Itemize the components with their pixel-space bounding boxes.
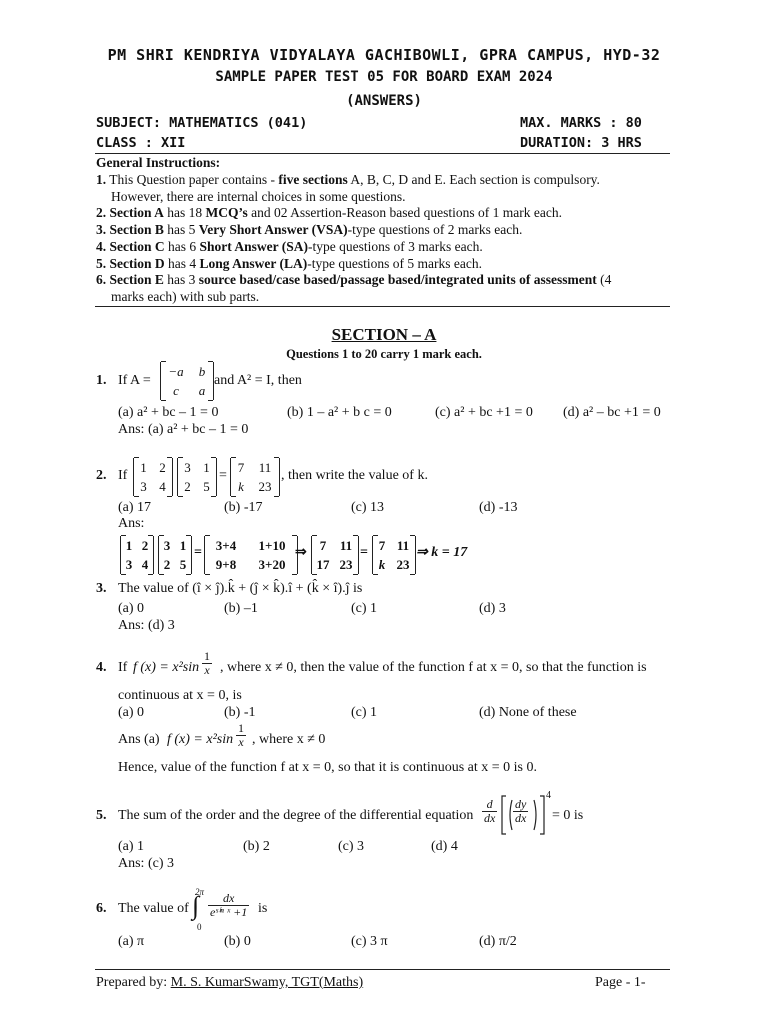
header-rule <box>95 153 670 154</box>
q5-option-c: (c) 3 <box>338 839 365 854</box>
q5-dx-inner: dx <box>515 811 527 825</box>
q1-option-d: (d) a² – bc +1 = 0 <box>563 405 661 420</box>
paper-title: SAMPLE PAPER TEST 05 FOR BOARD EXAM 2024 <box>215 69 553 85</box>
q2-option-d: (d) -13 <box>479 500 518 515</box>
q1-matrix-cell: b <box>198 364 206 379</box>
q4-fraction <box>202 650 212 677</box>
q1-matrix-cell: c <box>173 383 179 398</box>
q2-work-cell: 3+4 <box>215 538 237 553</box>
q3-question: The value of (î × ĵ).k̂ + (ĵ × k̂).î + (k̂ × î).ĵ is <box>118 581 363 596</box>
duration: DURATION: 3 HRS <box>520 135 642 151</box>
q2-work-matrix-3 <box>204 536 298 574</box>
q2-result: ⇒ k = 17 <box>416 545 468 560</box>
q2-matrix-3 <box>230 458 280 496</box>
q5-option-d: (d) 4 <box>431 839 458 854</box>
q2-matrix-cell: k <box>238 479 244 494</box>
q4-ans-frac-num: 1 <box>238 721 244 735</box>
q2-work-equals: = <box>194 545 202 560</box>
q2-number: 2. <box>96 468 107 483</box>
q1-answer: Ans: (a) a² + bc – 1 = 0 <box>118 422 249 437</box>
instruction-6: 6. Section E has 3 source based/case based/passage based/integrated units of assessment (4 <box>96 272 612 287</box>
q3-option-a: (a) 0 <box>118 601 145 616</box>
section-title: SECTION – A <box>331 325 437 344</box>
author-name: M. S. KumarSwamy, TGT(Maths) <box>170 975 364 990</box>
q2-matrix-cell: 3 <box>140 479 147 494</box>
q2-work-cell: 3+20 <box>258 557 286 572</box>
q2-option-b: (b) -17 <box>224 500 263 515</box>
q2-matrix-2 <box>177 458 217 496</box>
q6-question: The value of <box>118 901 189 916</box>
answers-label: (ANSWERS) <box>346 93 422 109</box>
q1-prefix: If A = <box>118 373 151 388</box>
q3-option-b: (b) –1 <box>224 601 258 616</box>
q3-answer: Ans: (d) 3 <box>118 618 175 633</box>
q5-power: 4 <box>546 790 551 801</box>
q5-tail: = 0 is <box>552 808 584 823</box>
q2-matrix-cell: 2 <box>159 460 166 475</box>
q2-work-cell: 2 <box>163 557 171 572</box>
q1-matrix <box>160 362 214 400</box>
school-name: PM SHRI KENDRIYA VIDYALAYA GACHIBOWLI, GPRA CAMPUS, HYD-32 <box>107 46 661 64</box>
q2-ans-label: Ans: <box>118 516 145 531</box>
instruction-5: 5. Section D has 4 Long Answer (LA)-type questions of 5 marks each. <box>96 256 482 271</box>
q2-equals: = <box>219 468 227 483</box>
q4-frac-num: 1 <box>204 649 210 663</box>
q5-option-a: (a) 1 <box>118 839 145 854</box>
q1-option-c: (c) a² + bc +1 = 0 <box>435 405 533 420</box>
q2-matrix-cell: 11 <box>258 460 272 475</box>
q2-work-cell: k <box>378 557 386 572</box>
q1-number: 1. <box>96 373 107 388</box>
q2-matrix-cell: 3 <box>184 460 191 475</box>
max-marks: MAX. MARKS : 80 <box>520 115 642 131</box>
q6-tail: is <box>258 901 268 916</box>
q3-option-c: (c) 1 <box>351 601 378 616</box>
q4-ans-function: f (x) = x²sin <box>167 732 234 747</box>
prepared-label: Prepared by: <box>96 975 171 990</box>
instruction-4: 4. Section C has 6 Short Answer (SA)-type questions of 3 marks each. <box>96 239 483 254</box>
q6-number: 6. <box>96 901 107 916</box>
q2-work-cell: 1 <box>179 538 187 553</box>
q1-matrix-cell: −a <box>168 364 184 379</box>
q2-work-cell: 7 <box>319 538 327 553</box>
footer-prepared <box>96 975 363 991</box>
q5-answer: Ans: (c) 3 <box>118 856 174 871</box>
q4-hence: Hence, value of the function f at x = 0, so that it is continuous at x = 0 is 0. <box>118 760 537 775</box>
q4-option-b: (b) -1 <box>224 705 256 720</box>
q1-suffix: and A² = I, then <box>214 373 302 388</box>
subject: SUBJECT: MATHEMATICS (041) <box>96 115 308 131</box>
q2-work-cell: 4 <box>141 557 149 572</box>
q2-matrix-cell: 7 <box>237 460 245 475</box>
q5-question: The sum of the order and the degree of the differential equation <box>118 808 474 823</box>
q2-work-cell: 1+10 <box>258 538 286 553</box>
q2-option-c: (c) 13 <box>351 500 385 515</box>
q1-matrix-cell: a <box>198 383 206 398</box>
q4-function: f (x) = x²sin <box>133 660 200 675</box>
instruction-2: 2. Section A has 18 MCQ’s and 02 Assertion-Reason based questions of 1 mark each. <box>96 205 562 220</box>
q5-inner-fraction <box>513 798 528 825</box>
q4-ans-fraction <box>236 722 246 749</box>
q6-option-c: (c) 3 π <box>351 934 388 949</box>
q4-frac-den: x <box>204 663 210 677</box>
q6-upper-limit: 2π <box>195 887 205 897</box>
class-label: CLASS : XII <box>96 135 186 151</box>
q2-work-matrix-2 <box>158 536 192 574</box>
q2-work-cell: 23 <box>396 557 410 572</box>
q2-work-cell: 11 <box>396 538 410 553</box>
q2-matrix-1 <box>133 458 173 496</box>
q4-line2: continuous at x = 0, is <box>118 688 242 703</box>
q4-ans-prefix: Ans (a) <box>118 732 160 747</box>
q6-option-a: (a) π <box>118 934 145 949</box>
q6-option-b: (b) 0 <box>224 934 251 949</box>
q2-matrix-cell: 4 <box>159 479 166 494</box>
instructions-title: General Instructions: <box>96 155 221 170</box>
q4-option-d: (d) None of these <box>479 705 577 720</box>
section-subtitle: Questions 1 to 20 carry 1 mark each. <box>286 347 482 361</box>
integral-sign: ∫ <box>192 891 200 920</box>
q2-matrix-cell: 23 <box>258 479 272 494</box>
q6-fraction <box>208 892 249 919</box>
q5-number: 5. <box>96 808 107 823</box>
q2-matrix-cell: 1 <box>203 460 210 475</box>
q2-work-cell: 3 <box>163 538 171 553</box>
q2-work-equals-2: = <box>360 545 368 560</box>
q2-prefix: If <box>118 468 128 483</box>
q2-work-cell: 11 <box>339 538 353 553</box>
q2-work-cell: 1 <box>125 538 133 553</box>
q4-suffix: , where x ≠ 0, then the value of the function f at x = 0, so that the function is <box>220 660 647 675</box>
q1-option-b: (b) 1 – a² + b c = 0 <box>287 405 392 420</box>
q2-matrix-cell: 5 <box>203 479 210 494</box>
footer-rule <box>95 969 670 970</box>
q3-number: 3. <box>96 581 107 596</box>
q4-number: 4. <box>96 660 107 675</box>
q2-matrix-cell: 1 <box>140 460 147 475</box>
instructions-rule <box>95 306 670 307</box>
q1-option-a: (a) a² + bc – 1 = 0 <box>118 405 219 420</box>
q4-option-a: (a) 0 <box>118 705 145 720</box>
q2-work-cell: 5 <box>179 557 187 572</box>
q4-ans-suffix: , where x ≠ 0 <box>252 732 326 747</box>
q6-lower-limit: 0 <box>197 922 202 932</box>
q4-ans-frac-den: x <box>238 735 244 749</box>
instruction-3: 3. Section B has 5 Very Short Answer (VSA)-type questions of 2 marks each. <box>96 222 523 237</box>
q2-work-cell: 7 <box>378 538 386 553</box>
q5-derivative <box>482 798 497 825</box>
instruction-1-cont: However, there are internal choices in some questions. <box>111 189 406 204</box>
q2-suffix: , then write the value of k. <box>281 468 428 483</box>
q2-work-cell: 2 <box>141 538 149 553</box>
q2-work-cell: 17 <box>316 557 330 572</box>
q6-denominator: eˢⁱⁿ ˣ +1 <box>210 905 248 919</box>
q5-dy: dy <box>515 797 527 811</box>
q2-work-matrix-1 <box>120 536 154 574</box>
q3-option-d: (d) 3 <box>479 601 506 616</box>
page-number: Page - 1- <box>595 975 646 990</box>
q2-work-arrow: ⇒ <box>295 545 307 560</box>
q2-work-cell: 23 <box>339 557 353 572</box>
q2-option-a: (a) 17 <box>118 500 152 515</box>
instruction-1: 1. This Question paper contains - five sections A, B, C, D and E. Each section is compulsory. <box>96 172 600 187</box>
q2-matrix-cell: 2 <box>184 479 191 494</box>
q2-work-cell: 3 <box>125 557 133 572</box>
q4-prefix: If <box>118 660 128 675</box>
q2-work-matrix-5 <box>372 536 416 574</box>
q2-work-matrix-4 <box>311 536 359 574</box>
q5-option-b: (b) 2 <box>243 839 270 854</box>
q6-numerator: dx <box>208 892 249 906</box>
q4-option-c: (c) 1 <box>351 705 378 720</box>
q5-d: d <box>482 798 497 812</box>
q6-option-d: (d) π/2 <box>479 934 517 949</box>
q5-dx: dx <box>484 811 496 825</box>
instruction-6-cont: marks each) with sub parts. <box>111 289 260 304</box>
q2-work-cell: 9+8 <box>215 557 237 572</box>
